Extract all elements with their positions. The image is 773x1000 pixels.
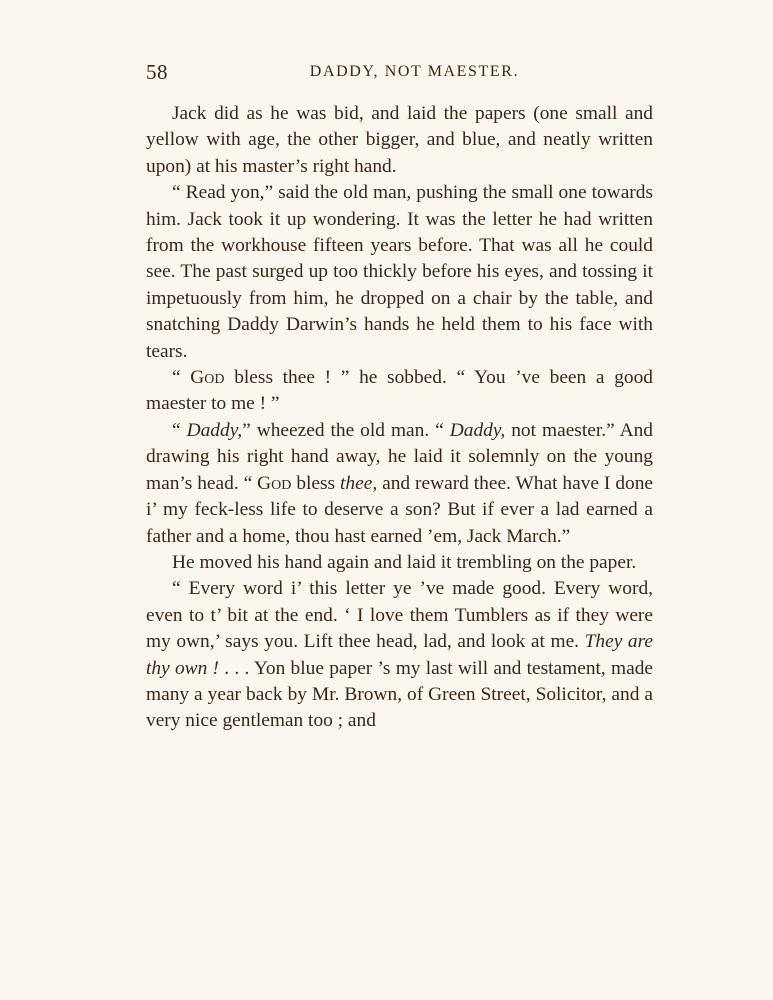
paragraph-4-text-d: and reward thee. What have I done i’ my feck-less life to deserve a son? But if ever a lad earned a father and a home, thou hast earned ’em, Jack March.”	[146, 472, 654, 547]
paragraph-4-text-c: bless	[291, 472, 341, 494]
paragraph-4-thee: thee,	[340, 472, 378, 494]
paragraph-3-text: bless thee ! ” he sobbed. “ You ’ve been a good maester to me ! ”	[146, 367, 653, 415]
paragraph-4-daddy-1: Daddy,	[186, 419, 243, 441]
page-number: 58	[146, 60, 168, 84]
paragraph-6-text-b: . . . Yon blue paper ’s my last will and testament, made many a year back by Mr. Brown, of Green Street, Solicitor, and a very nice gentleman too ; and	[146, 657, 654, 732]
paragraph-4-text-b: not maester.” And drawing his right hand away, he laid it solemnly on the young man’s head. “	[146, 419, 653, 494]
paragraph-4-daddy-2: Daddy,	[449, 419, 506, 441]
paragraph-2	[146, 180, 653, 365]
paragraph-5-text: He moved his hand again and laid it trembling on the paper.	[172, 551, 637, 573]
paragraph-6-text-a: “ Every word i’ this letter ye ’ve made good. Every word, even to t’ bit at the end. ‘ I love them Tumblers as if they were my own,’ says you. Lift thee head, lad, and look at me.	[146, 578, 653, 653]
paragraph-2-text: “ Read yon,” said the old man, pushing the small one towards him. Jack took it up wondering. It was the letter he had written from the workhouse fifteen years before. That was all he could see. The past surged up too thickly before his eyes, and tossing it impetuously from him, he dropped on a chair by the table, and snatching Daddy Darwin’s hands he held them to his face with tears.	[146, 182, 653, 362]
paragraph-4	[146, 418, 653, 550]
paragraph-4-text-a: ” wheezed the old man. “	[242, 419, 450, 441]
body-text	[146, 101, 653, 735]
paragraph-5	[146, 550, 653, 576]
page-header	[146, 60, 653, 86]
paragraph-6-emphasis: They are thy own !	[146, 631, 654, 679]
paragraph-6	[146, 576, 653, 734]
paragraph-1	[146, 101, 653, 180]
paragraph-3	[146, 365, 653, 418]
running-head: DADDY, NOT MAESTER.	[309, 63, 520, 80]
paragraph-3-god: God	[190, 367, 225, 389]
paragraph-4-god: God	[257, 472, 292, 494]
paragraph-1-text: Jack did as he was bid, and laid the papers (one small and yellow with age, the other bigger, and blue, and neatly written upon) at his master’s right hand.	[146, 103, 653, 177]
paragraph-3-open: “	[172, 367, 191, 389]
paragraph-4-open: “	[172, 419, 187, 441]
